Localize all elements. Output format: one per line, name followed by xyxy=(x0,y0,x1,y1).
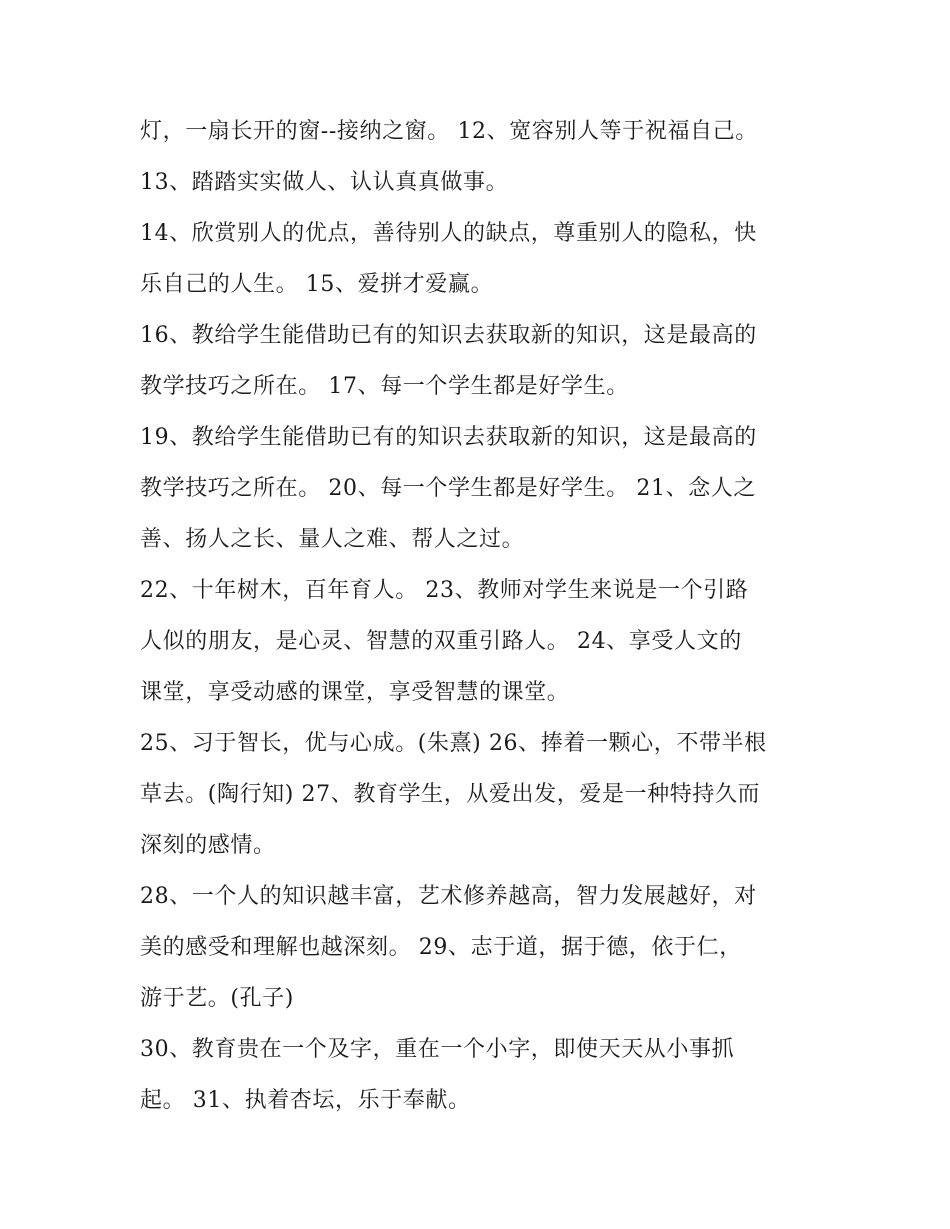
text-line: 22、十年树木，百年育人。 23、教师对学生来说是一个引路 xyxy=(140,578,749,603)
text-line: 人似的朋友，是心灵、智慧的双重引路人。 24、享受人文的 xyxy=(140,629,742,654)
text-line: 教学技巧之所在。 17、每一个学生都是好学生。 xyxy=(140,374,629,399)
text-line: 美的感受和理解也越深刻。 29、志于道，据于德，依于仁， xyxy=(140,935,742,960)
text-line: 30、教育贵在一个及字，重在一个小字，即使天天从小事抓 xyxy=(140,1037,735,1062)
text-line: 14、欣赏别人的优点，善待别人的缺点，尊重别人的隐私，快 xyxy=(140,221,757,246)
text-line: 深刻的感情。 xyxy=(140,833,276,858)
text-line: 游于艺。(孔子) xyxy=(140,986,294,1011)
text-line: 13、踏踏实实做人、认认真真做事。 xyxy=(140,170,509,195)
text-line: 教学技巧之所在。 20、每一个学生都是好学生。 21、念人之 xyxy=(140,476,756,501)
text-line: 善、扬人之长、量人之难、帮人之过。 xyxy=(140,527,525,552)
text-line: 灯，一扇长开的窗--接纳之窗。 12、宽容别人等于祝福自己。 xyxy=(140,119,758,144)
text-line: 草去。(陶行知) 27、教育学生，从爱出发，爱是一种特持久而 xyxy=(140,782,761,807)
text-line: 16、教给学生能借助已有的知识去获取新的知识，这是最高的 xyxy=(140,323,757,348)
document-text xyxy=(140,106,830,1126)
text-line: 起。 31、执着杏坛，乐于奉献。 xyxy=(140,1088,471,1113)
text-line: 28、一个人的知识越丰富，艺术修养越高，智力发展越好，对 xyxy=(140,884,757,909)
text-line: 19、教给学生能借助已有的知识去获取新的知识，这是最高的 xyxy=(140,425,757,450)
text-line: 25、习于智长，优与心成。(朱熹) 26、捧着一颗心，不带半根 xyxy=(140,731,767,756)
text-line: 课堂，享受动感的课堂，享受智慧的课堂。 xyxy=(140,680,570,705)
text-line: 乐自己的人生。 15、爱拼才爱赢。 xyxy=(140,272,494,297)
